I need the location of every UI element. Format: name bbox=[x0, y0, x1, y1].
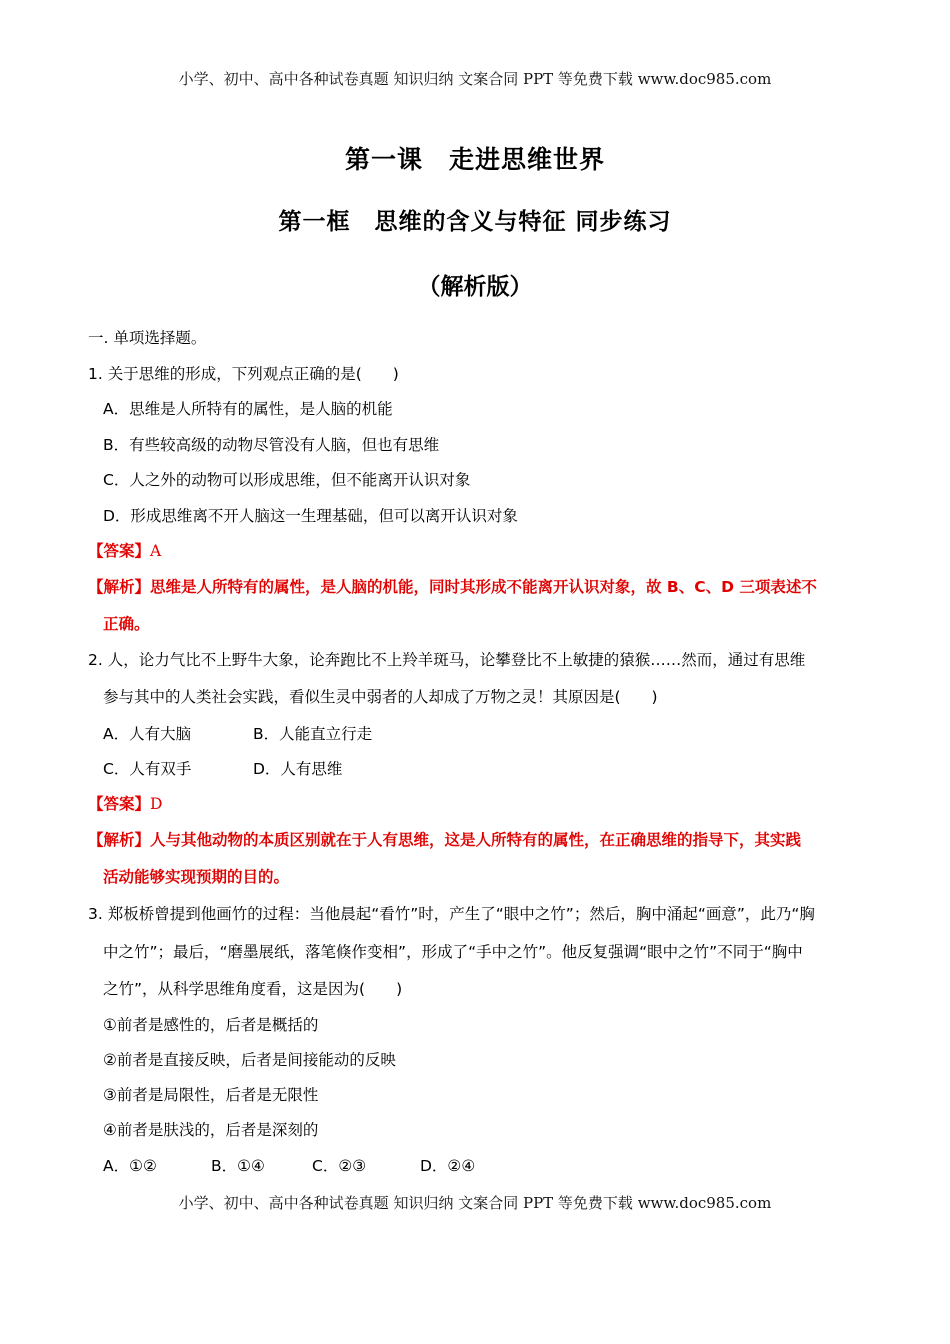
q2-answer-value: D bbox=[150, 795, 163, 813]
q3-option-a: A．①② bbox=[103, 1157, 157, 1175]
q1-answer bbox=[88, 540, 161, 562]
q2-analysis-label: 【解析】 bbox=[88, 831, 151, 849]
q3-option-d: D．②④ bbox=[420, 1157, 476, 1175]
q3-statement-3: ③前者是局限性，后者是无限性 bbox=[103, 1086, 319, 1104]
q2-answer-label: 【答案】 bbox=[88, 795, 151, 813]
q2-answer bbox=[88, 793, 162, 815]
q2-analysis bbox=[88, 829, 801, 851]
q3-option-c: C．②③ bbox=[312, 1157, 367, 1175]
q2-option-c: C．人有双手 bbox=[103, 760, 192, 778]
q1-option-d: D．形成思维离不开人脑这一生理基础，但可以离开认识对象 bbox=[103, 507, 518, 525]
section-title: 第一框 思维的含义与特征 同步练习 bbox=[278, 209, 672, 235]
q1-option-b: B．有些较高级的动物尽管没有人脑，但也有思维 bbox=[103, 436, 440, 454]
q2-option-b: B．人能直立行走 bbox=[253, 725, 373, 743]
lesson-title: 第一课 走进思维世界 bbox=[344, 145, 605, 174]
q2-stem-line1: 2. 人，论力气比不上野牛大象，论奔跑比不上羚羊斑马，论攀登比不上敏捷的猿猴……然而，通过有思维 bbox=[88, 651, 806, 669]
q2-stem-line2: 参与其中的人类社会实践，看似生灵中弱者的人却成了万物之灵！其原因是( ) bbox=[103, 688, 658, 706]
q3-statement-4: ④前者是肤浅的，后者是深刻的 bbox=[103, 1121, 319, 1139]
edition-title: （解析版） bbox=[417, 274, 533, 300]
q3-stem-line2: 中之竹”；最后，“磨墨展纸，落笔倏作变相”，形成了“手中之竹”。他反复强调“眼中之竹”不同于“胸中 bbox=[103, 943, 803, 961]
q1-analysis-line2: 正确。 bbox=[103, 615, 150, 633]
q1-answer-value: A bbox=[150, 542, 162, 560]
q3-option-b: B．①④ bbox=[211, 1157, 265, 1175]
q2-option-a: A．人有大脑 bbox=[103, 725, 192, 743]
q1-option-c: C．人之外的动物可以形成思维，但不能离开认识对象 bbox=[103, 471, 471, 489]
header-banner: 小学、初中、高中各种试卷真题 知识归纳 文案合同 PPT 等免费下载 www.doc985.com bbox=[178, 70, 772, 88]
footer-banner: 小学、初中、高中各种试卷真题 知识归纳 文案合同 PPT 等免费下载 www.doc985.com bbox=[178, 1194, 772, 1212]
q2-analysis-line1: 人与其他动物的本质区别就在于人有思维，这是人所特有的属性，在正确思维的指导下，其实践 bbox=[150, 831, 802, 849]
q1-analysis-line1: 思维是人所特有的属性，是人脑的机能，同时其形成不能离开认识对象，故 B、C、D 三项表述不 bbox=[150, 578, 817, 596]
section-heading: 一. 单项选择题。 bbox=[88, 329, 207, 347]
q3-statement-2: ②前者是直接反映，后者是间接能动的反映 bbox=[103, 1051, 396, 1069]
q3-stem-line3: 之竹”，从科学思维角度看，这是因为( ) bbox=[103, 980, 403, 998]
q1-answer-label: 【答案】 bbox=[88, 542, 151, 560]
q1-analysis bbox=[88, 576, 817, 598]
q2-option-d: D．人有思维 bbox=[253, 760, 343, 778]
q3-stem-line1: 3. 郑板桥曾提到他画竹的过程：当他晨起“看竹”时，产生了“眼中之竹”；然后，胸中涌起“画意”，此乃“胸 bbox=[88, 905, 815, 923]
q1-analysis-label: 【解析】 bbox=[88, 578, 151, 596]
q3-statement-1: ①前者是感性的，后者是概括的 bbox=[103, 1016, 319, 1034]
q2-analysis-line2: 活动能够实现预期的目的。 bbox=[103, 868, 290, 886]
q1-option-a: A．思维是人所特有的属性，是人脑的机能 bbox=[103, 400, 393, 418]
q1-stem: 1. 关于思维的形成，下列观点正确的是( ) bbox=[88, 365, 399, 383]
